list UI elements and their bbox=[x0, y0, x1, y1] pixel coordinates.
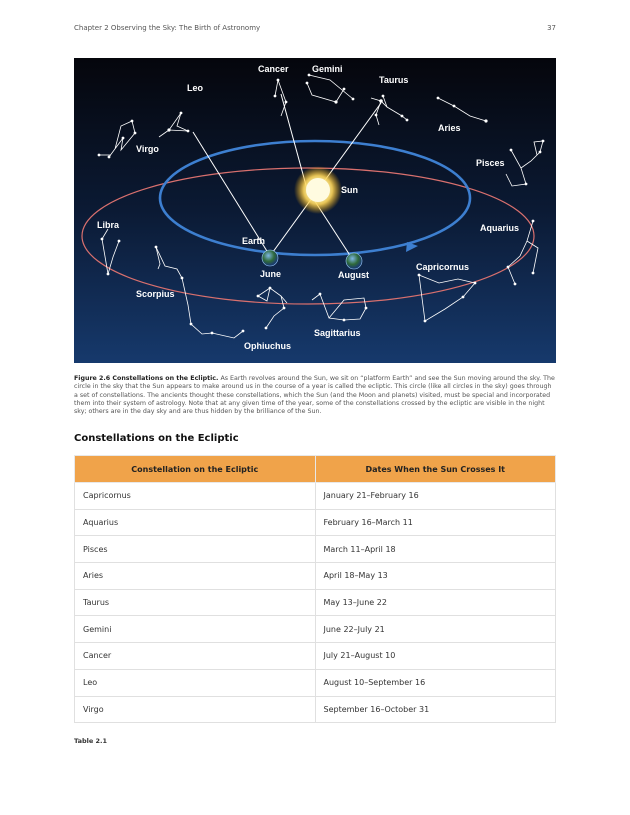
table-row bbox=[75, 589, 556, 616]
label-pisces: Pisces bbox=[476, 158, 505, 168]
label-june: June bbox=[260, 269, 282, 279]
figure-caption bbox=[74, 375, 556, 416]
table-row bbox=[75, 643, 556, 670]
label-virgo: Virgo bbox=[136, 144, 159, 154]
dates-cell: August 10–September 16 bbox=[315, 669, 556, 696]
label-cancer: Cancer bbox=[258, 64, 289, 74]
dates-cell: July 21–August 10 bbox=[315, 643, 556, 670]
label-leo: Leo bbox=[187, 83, 204, 93]
label-ophiuchus: Ophiuchus bbox=[244, 341, 291, 351]
label-capricornus: Capricornus bbox=[416, 262, 470, 272]
earth-june-icon bbox=[262, 250, 278, 266]
ecliptic-diagram bbox=[74, 58, 556, 363]
constellation-table bbox=[74, 455, 556, 723]
label-sun: Sun bbox=[341, 185, 358, 195]
label-aquarius: Aquarius bbox=[480, 223, 520, 233]
dates-cell: April 18–May 13 bbox=[315, 563, 556, 590]
constellation-cell: Gemini bbox=[75, 616, 316, 643]
constellation-cell: Aries bbox=[75, 563, 316, 590]
figure-caption-label: Figure 2.6 Constellations on the Ecliptic. bbox=[74, 375, 219, 382]
table-row bbox=[75, 669, 556, 696]
column-header-constellation: Constellation on the Ecliptic bbox=[75, 456, 316, 483]
label-earth: Earth bbox=[242, 236, 266, 246]
table-row bbox=[75, 696, 556, 723]
table-row bbox=[75, 616, 556, 643]
constellation-cell: Aquarius bbox=[75, 509, 316, 536]
constellation-cell: Taurus bbox=[75, 589, 316, 616]
table-header-row bbox=[75, 456, 556, 483]
ecliptic-figure bbox=[74, 58, 556, 363]
label-gemini: Gemini bbox=[312, 64, 343, 74]
table-row bbox=[75, 563, 556, 590]
label-taurus: Taurus bbox=[379, 75, 409, 85]
constellation-cell: Leo bbox=[75, 669, 316, 696]
dates-cell: March 11–April 18 bbox=[315, 536, 556, 563]
constellation-cell: Pisces bbox=[75, 536, 316, 563]
constellation-cell: Capricornus bbox=[75, 483, 316, 510]
chapter-title: Chapter 2 Observing the Sky: The Birth of Astronomy bbox=[74, 24, 261, 32]
label-aries: Aries bbox=[438, 123, 461, 133]
section-title: Constellations on the Ecliptic bbox=[74, 433, 239, 444]
sun-icon bbox=[306, 178, 330, 202]
figure-caption-text: As Earth revolves around the Sun, we sit on “platform Earth” and see the Sun moving around the sky. The circle in the sky that the Sun appears to make around us in the course of a year is called the ecliptic. This circle (like all circles in the sky) goes through a set of constellations. The ancients thought these constellations, which the Sun (and the Moon and planets) visited, must be special and incorporated them into their system of astrology. Note that at any given time of the year, some of the constellations crossed by the ecliptic are visible in the night sky; others are in the day sky and are thus hidden by the brilliance of the Sun. bbox=[74, 375, 555, 416]
dates-cell: May 13–June 22 bbox=[315, 589, 556, 616]
constellation-cell: Virgo bbox=[75, 696, 316, 723]
dates-cell: June 22–July 21 bbox=[315, 616, 556, 643]
earth-august-icon bbox=[346, 253, 362, 269]
dates-cell: September 16–October 31 bbox=[315, 696, 556, 723]
dates-cell: January 21–February 16 bbox=[315, 483, 556, 510]
table-label: Table 2.1 bbox=[74, 737, 108, 745]
label-august: August bbox=[338, 270, 369, 280]
label-libra: Libra bbox=[97, 220, 120, 230]
column-header-dates: Dates When the Sun Crosses It bbox=[315, 456, 556, 483]
page-number: 37 bbox=[547, 24, 556, 32]
table-row bbox=[75, 536, 556, 563]
dates-cell: February 16–March 11 bbox=[315, 509, 556, 536]
table-row bbox=[75, 483, 556, 510]
page-header bbox=[74, 24, 556, 38]
label-scorpius: Scorpius bbox=[136, 289, 175, 299]
sight-lines bbox=[193, 94, 381, 260]
constellation-cell: Cancer bbox=[75, 643, 316, 670]
table-row bbox=[75, 509, 556, 536]
label-sagittarius: Sagittarius bbox=[314, 328, 361, 338]
